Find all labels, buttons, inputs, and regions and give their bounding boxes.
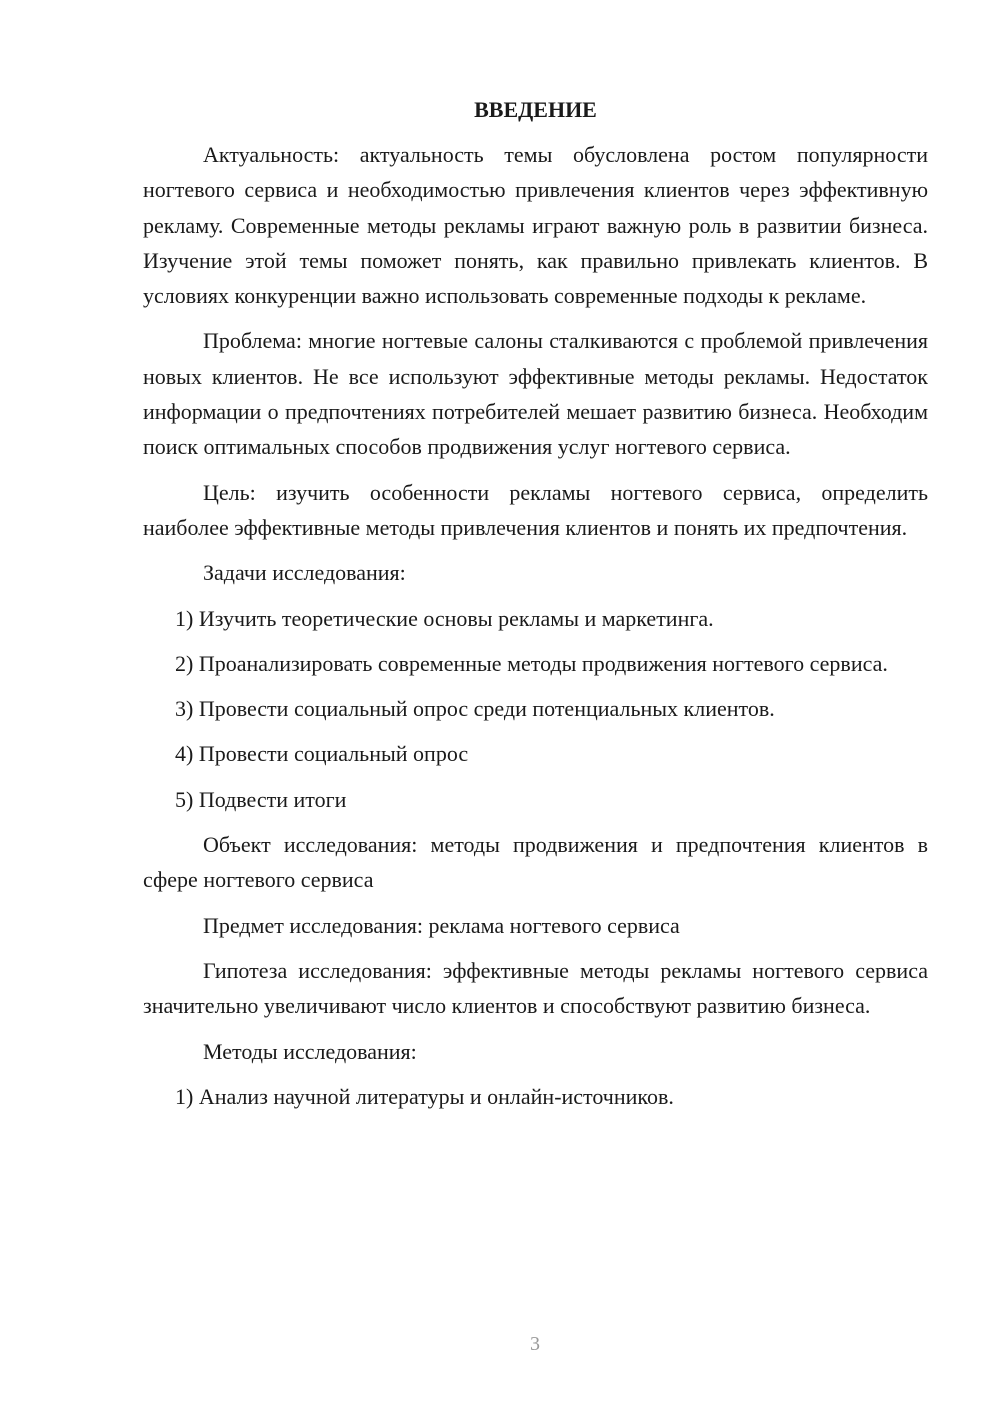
task-item-3: 3) Провести социальный опрос среди потенциальных клиентов. (175, 696, 775, 722)
page-number: 3 (530, 1333, 540, 1355)
goal-paragraph: Цель: изучить особенности рекламы ногтевого сервиса, определить наиболее эффективные методы привлечения клиентов и понять их предпочтения. (143, 479, 928, 540)
relevance-paragraph: Актуальность: актуальность темы обусловлена ростом популярности ногтевого сервиса и необходимостью привлечения клиентов через эффективную рекламу. Современные методы рекламы играют важную роль в развитии бизнеса. Изучение этой темы поможет понять, как правильно привлекать клиентов. В условиях конкуренции важно использовать современные подходы к рекламе. (143, 142, 928, 309)
subject-paragraph: Предмет исследования: реклама ногтевого сервиса (203, 912, 680, 938)
task-item-2: 2) Проанализировать современные методы продвижения ногтевого сервиса. (175, 650, 888, 676)
hypothesis-paragraph: Гипотеза исследования: эффективные методы рекламы ногтевого сервиса значительно увеличивают число клиентов и способствуют развитию бизнеса. (143, 957, 928, 1019)
task-item-5: 5) Подвести итоги (175, 786, 347, 812)
method-item-1: 1) Анализ научной литературы и онлайн-источников. (175, 1083, 674, 1109)
section-title: ВВЕДЕНИЕ (474, 97, 597, 122)
problem-paragraph: Проблема: многие ногтевые салоны сталкиваются с проблемой привлечения новых клиентов. Не все используют эффективные методы рекламы. Недостаток информации о предпочтениях потребителей мешает развитию бизнеса. Необходим поиск оптимальных способов продвижения услуг ногтевого сервиса. (143, 328, 928, 460)
document-page (143, 92, 928, 1124)
tasks-heading: Задачи исследования: (203, 560, 406, 586)
object-paragraph: Объект исследования: методы продвижения и предпочтения клиентов в сфере ногтевого сервиса (143, 832, 928, 893)
task-item-4: 4) Провести социальный опрос (175, 741, 469, 767)
methods-heading: Методы исследования: (203, 1038, 417, 1064)
task-item-1: 1) Изучить теоретические основы рекламы и маркетинга. (175, 605, 714, 631)
